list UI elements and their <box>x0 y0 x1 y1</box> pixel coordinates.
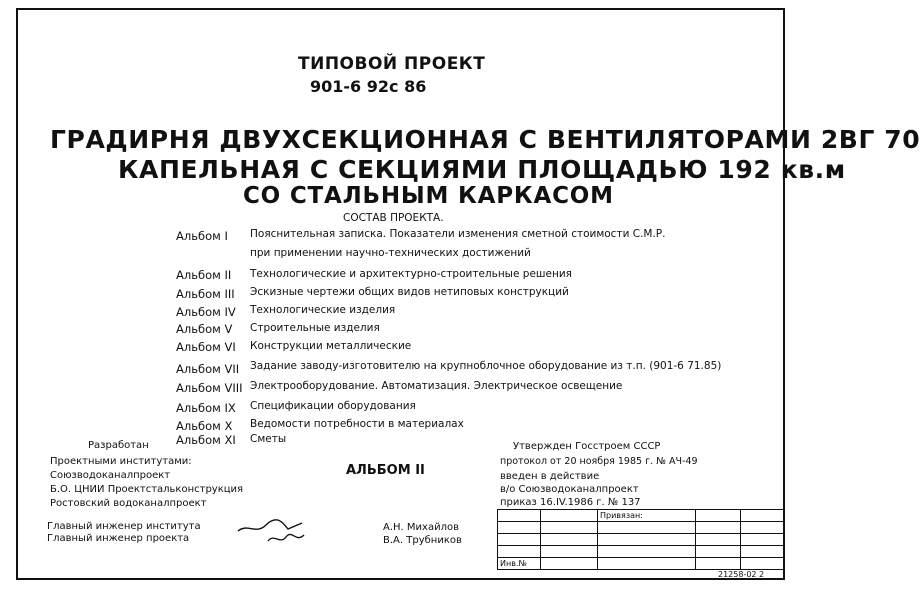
album-description: Технологические изделия <box>250 304 396 316</box>
album-description: Строительные изделия <box>250 322 380 334</box>
chief-engineer-project-label: Главный инженер проекта <box>47 533 190 544</box>
stamp-row4 <box>497 557 785 558</box>
approval-line2: протокол от 20 ноября 1985 г. № АЧ-49 <box>500 456 698 467</box>
sheet-number: 21258-02 2 <box>718 570 765 579</box>
album-number: Альбом I <box>176 229 228 243</box>
project-type-title: ТИПОВОЙ ПРОЕКТ <box>298 54 486 74</box>
album-description: Электрооборудование. Автоматизация. Электрическое освещение <box>250 380 623 392</box>
stamp-col1 <box>540 509 541 569</box>
border-top <box>16 8 785 10</box>
album-number: Альбом VI <box>176 340 236 354</box>
stamp-col3 <box>695 509 696 569</box>
stamp-row3 <box>497 545 785 546</box>
album-number: Альбом X <box>176 419 233 433</box>
album-number: Альбом V <box>176 322 233 336</box>
album-number: Альбом VII <box>176 362 240 376</box>
album-number: Альбом II <box>176 268 232 282</box>
album-description: Конструкции металлические <box>250 340 412 352</box>
approval-line1: Утвержден Госстроем СССР <box>513 441 661 452</box>
album-description: Задание заводу-изготовителю на крупноблочное оборудование из т.п. (901-6 71.85) <box>250 360 722 372</box>
album-description: Спецификации оборудования <box>250 400 416 412</box>
album-description: Эскизные чертежи общих видов нетиповых конструкций <box>250 286 569 298</box>
approval-line4: в/о Союзводоканалпроект <box>500 484 639 495</box>
approval-line5: приказ 16.IV.1986 г. № 137 <box>500 497 641 508</box>
stamp-left-rule <box>497 509 498 569</box>
composition-label: СОСТАВ ПРОЕКТА. <box>343 212 444 224</box>
border-right <box>783 10 785 580</box>
album-number: Альбом IX <box>176 401 236 415</box>
developer-org-1: Союзводоканалпроект <box>50 470 171 481</box>
handwritten-signature-2 <box>266 531 306 547</box>
stamp-label-privyazan: Привязан: <box>600 511 643 520</box>
main-title-line3: СО СТАЛЬНЫМ КАРКАСОМ <box>243 183 614 209</box>
current-album: АЛЬБОМ II <box>346 463 425 478</box>
album-description-cont: при применении научно-технических достижений <box>250 247 531 259</box>
album-number: Альбом IV <box>176 305 236 319</box>
chief-engineer-institute-label: Главный инженер института <box>47 521 201 532</box>
album-description: Сметы <box>250 433 287 445</box>
album-description: Технологические и архитектурно-строительные решения <box>250 268 572 280</box>
border-bottom <box>16 578 785 580</box>
project-code: 901-6 92с 86 <box>310 77 427 96</box>
border-left <box>16 8 18 580</box>
stamp-row2 <box>497 533 785 534</box>
developer-org-3: Ростовский водоканалпроект <box>50 498 207 509</box>
approval-line3: введен в действие <box>500 471 600 482</box>
developed-institutes-label: Проектными институтами: <box>50 456 192 467</box>
signature-name-2: В.А. Трубников <box>383 535 462 546</box>
main-title-line2: КАПЕЛЬНАЯ С СЕКЦИЯМИ ПЛОЩАДЬЮ 192 кв.м <box>118 155 846 184</box>
stamp-col4 <box>740 509 741 569</box>
album-description: Пояснительная записка. Показатели изменения сметной стоимости С.М.Р. <box>250 228 666 240</box>
developer-org-2: Б.О. ЦНИИ Проектстальконструкция <box>50 484 244 495</box>
album-number: Альбом XI <box>176 433 236 447</box>
developed-label: Разработан <box>88 440 149 451</box>
album-description: Ведомости потребности в материалах <box>250 418 464 430</box>
main-title-line1: ГРАДИРНЯ ДВУХСЕКЦИОННАЯ С ВЕНТИЛЯТОРАМИ 2ВГ 70 <box>50 125 920 154</box>
album-number: Альбом III <box>176 287 235 301</box>
signature-name-1: А.Н. Михайлов <box>383 522 459 533</box>
stamp-col2 <box>597 509 598 569</box>
stamp-row1 <box>497 521 785 522</box>
album-number: Альбом VIII <box>176 381 243 395</box>
stamp-label-inventory: Инв.№ <box>500 559 527 568</box>
